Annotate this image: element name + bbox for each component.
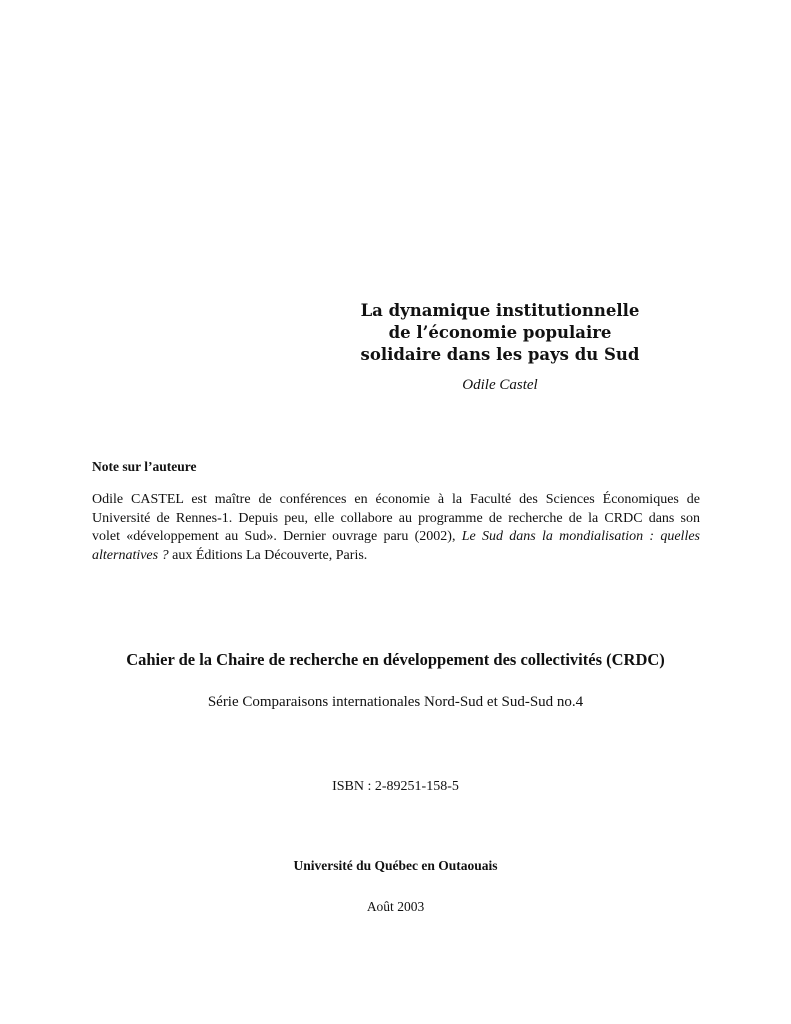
note-heading: Note sur l’auteure (92, 459, 197, 474)
note-line-3-text: volet «développement au Sud». Dernier ouvrage paru (2002), (92, 529, 462, 544)
publication-date: Août 2003 (366, 899, 425, 914)
note-line-3 (92, 528, 700, 547)
author-name: Odile Castel (462, 377, 538, 393)
title-line-1: La dynamique institutionnelle (360, 301, 640, 320)
title-line-2: de l’économie populaire (388, 323, 612, 342)
book-title-part-1: Le Sud dans la mondialisation : quelles (461, 529, 700, 544)
note-line-4 (92, 547, 700, 566)
document-title (340, 300, 660, 366)
isbn: ISBN : 2-89251-158-5 (332, 779, 459, 794)
series-heading: Cahier de la Chaire de recherche en développement des collectivités (CRDC) (126, 650, 665, 669)
title-line-3: solidaire dans les pays du Sud (360, 345, 640, 364)
series-name: Série Comparaisons internationales Nord-Sud et Sud-Sud no.4 (207, 694, 584, 710)
note-line-2: Université de Rennes-1. Depuis peu, elle collabore au programme de recherche de la CRDC dans son (92, 510, 700, 526)
note-paragraph (92, 491, 700, 565)
note-line-1: Odile CASTEL est maître de conférences en économie à la Faculté des Sciences Économiques de (92, 492, 700, 507)
note-line-4-text: aux Éditions La Découverte, Paris. (168, 547, 368, 563)
book-title-part-2: alternatives ? (92, 547, 169, 563)
university-name: Université du Québec en Outaouais (293, 858, 498, 873)
